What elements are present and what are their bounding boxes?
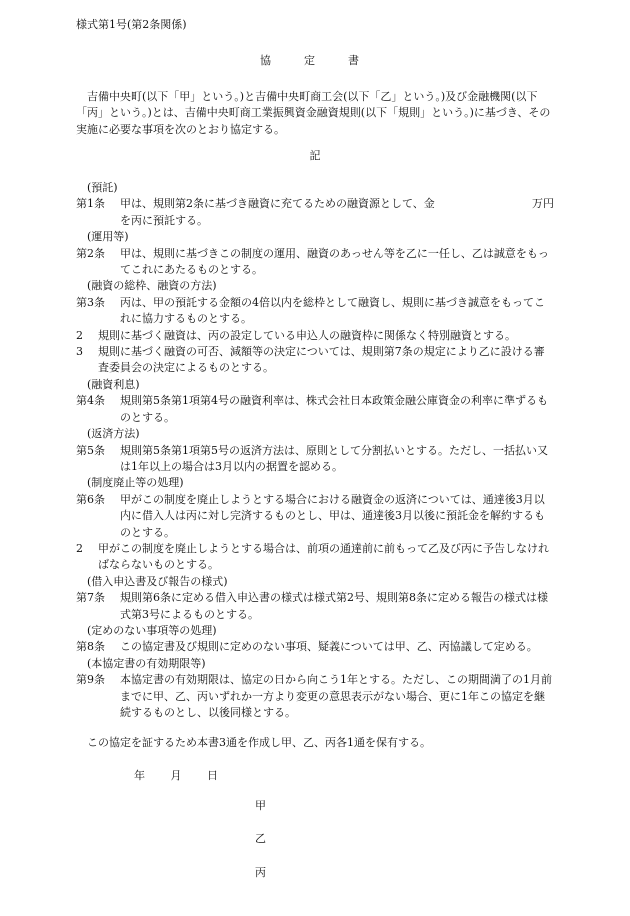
date-year: 年: [134, 769, 145, 782]
article-item: [76, 639, 554, 655]
article-heading: (借入申込書及び報告の様式): [87, 574, 228, 588]
article-text-continued: を丙に預託する。: [120, 213, 208, 227]
article-number: 第5条: [76, 443, 105, 457]
article-heading: (融資利息): [87, 377, 140, 391]
article-item: [76, 393, 554, 426]
article-item: [76, 541, 554, 574]
party-hei: 丙: [255, 866, 266, 879]
article-heading: (本協定書の有効期限等): [87, 656, 206, 670]
article-heading: (融資の総枠、融資の方法): [87, 279, 217, 293]
article-text: 規則第5条第1項第4号の融資利率は、株式会社日本政策金融公庫資金の利率に準ずるものとする。: [120, 394, 548, 424]
article-text: 規則第6条に定める借入申込書の様式は様式第2号、規則第8条に定める報告の様式は様式第3号によるものとする。: [120, 591, 548, 621]
article-number: 第6条: [76, 492, 105, 506]
article-text: 規則に基づく融資は、丙の設定している申込人の融資枠に関係なく特別融資とする。: [98, 328, 516, 342]
article-number: 第2条: [76, 246, 105, 260]
article-heading: (制度廃止等の処理): [87, 476, 184, 490]
article-item: [76, 295, 554, 328]
article-item: [76, 672, 554, 721]
article-number: 第8条: [76, 640, 105, 654]
article-number: 2: [76, 328, 83, 342]
date-month: 月: [170, 769, 182, 782]
article-text: 甲は、規則に基づきこの制度の運用、融資のあっせん等を乙に一任し、乙は誠意をもってこれにあたるものとする。: [120, 246, 549, 277]
article-heading: (返済方法): [87, 427, 140, 441]
article-number: 第3条: [76, 295, 105, 309]
article-text: 丙は、甲の預託する金額の4倍以内を総枠として融資し、規則に基づき誠意をもってこれに協力するものとする。: [120, 295, 545, 326]
article-item: [76, 443, 554, 476]
article-heading: (定めのない事項等の処理): [87, 623, 217, 637]
ki-marker: 記: [309, 149, 321, 162]
article-number: 第7条: [76, 591, 105, 605]
article-item: [76, 344, 554, 377]
article-heading: (運用等): [87, 230, 129, 244]
article-item: [76, 196, 554, 229]
article-item: [76, 590, 554, 623]
article-number: 第4条: [76, 394, 105, 408]
document-title: 協 定 書: [260, 54, 370, 67]
articles-list: [76, 180, 554, 721]
article-number: 第1条: [76, 197, 105, 211]
party-ko: 甲: [255, 799, 266, 812]
article-number: 第9条: [76, 673, 105, 687]
article-text: 甲がこの制度を廃止しようとする場合は、前項の通達前に前もって乙及び丙に予告しなければならないものとする。: [98, 541, 549, 572]
article-text: 甲がこの制度を廃止しようとする場合における融資金の返済については、通達後3月以内に借入人は丙に対し完済するものとし、甲は、通達後3月以後に預託金を解約するものとする。: [120, 492, 545, 539]
article-text: 甲は、規則第2条に基づき融資に充てるための融資源として、金: [120, 197, 435, 211]
party-otsu: 乙: [255, 832, 266, 845]
form-number-label: 様式第1号(第2条関係): [76, 18, 187, 31]
article-item: [76, 246, 554, 279]
article-item: [76, 328, 554, 344]
closing-statement: この協定を証するため本書3通を作成し甲、乙、丙各1通を保有する。: [87, 736, 431, 749]
article-item: [76, 492, 554, 541]
amount-unit: 万円: [532, 197, 554, 211]
article-text: 規則第5条第1項第5号の返済方法は、原則として分割払いとする。ただし、一括払い又は1年以上の場合は3月以内の据置を認める。: [120, 443, 548, 473]
article-number: 3: [76, 345, 83, 359]
article-text: 規則に基づく融資の可否、減額等の決定については、規則第7条の規定により乙に設ける審査委員会の決定によるものとする。: [98, 345, 545, 375]
article-heading: (預託): [87, 181, 118, 194]
article-number: 2: [76, 541, 83, 555]
date-day: 日: [207, 769, 218, 782]
article-text: 本協定書の有効期限は、協定の日から向こう1年とする。ただし、この期間満了の1月前までに甲、乙、丙いずれか一方より変更の意思表示がない場合、更に1年この協定を継続するものとし、以後同様とする。: [120, 673, 552, 719]
intro-paragraph: 吉備中央町(以下「甲」という。)と吉備中央町商工会(以下「乙」という。)及び金融機関(以下「丙」という。)とは、吉備中央町商工業振興資金融資規則(以下「規則」という。)に基づき、その実施に必要な事項を次のとおり協定する。: [76, 90, 551, 136]
date-line: [134, 768, 240, 784]
article-text: この協定書及び規則に定めのない事項、疑義については甲、乙、丙協議して定める。: [120, 640, 538, 654]
